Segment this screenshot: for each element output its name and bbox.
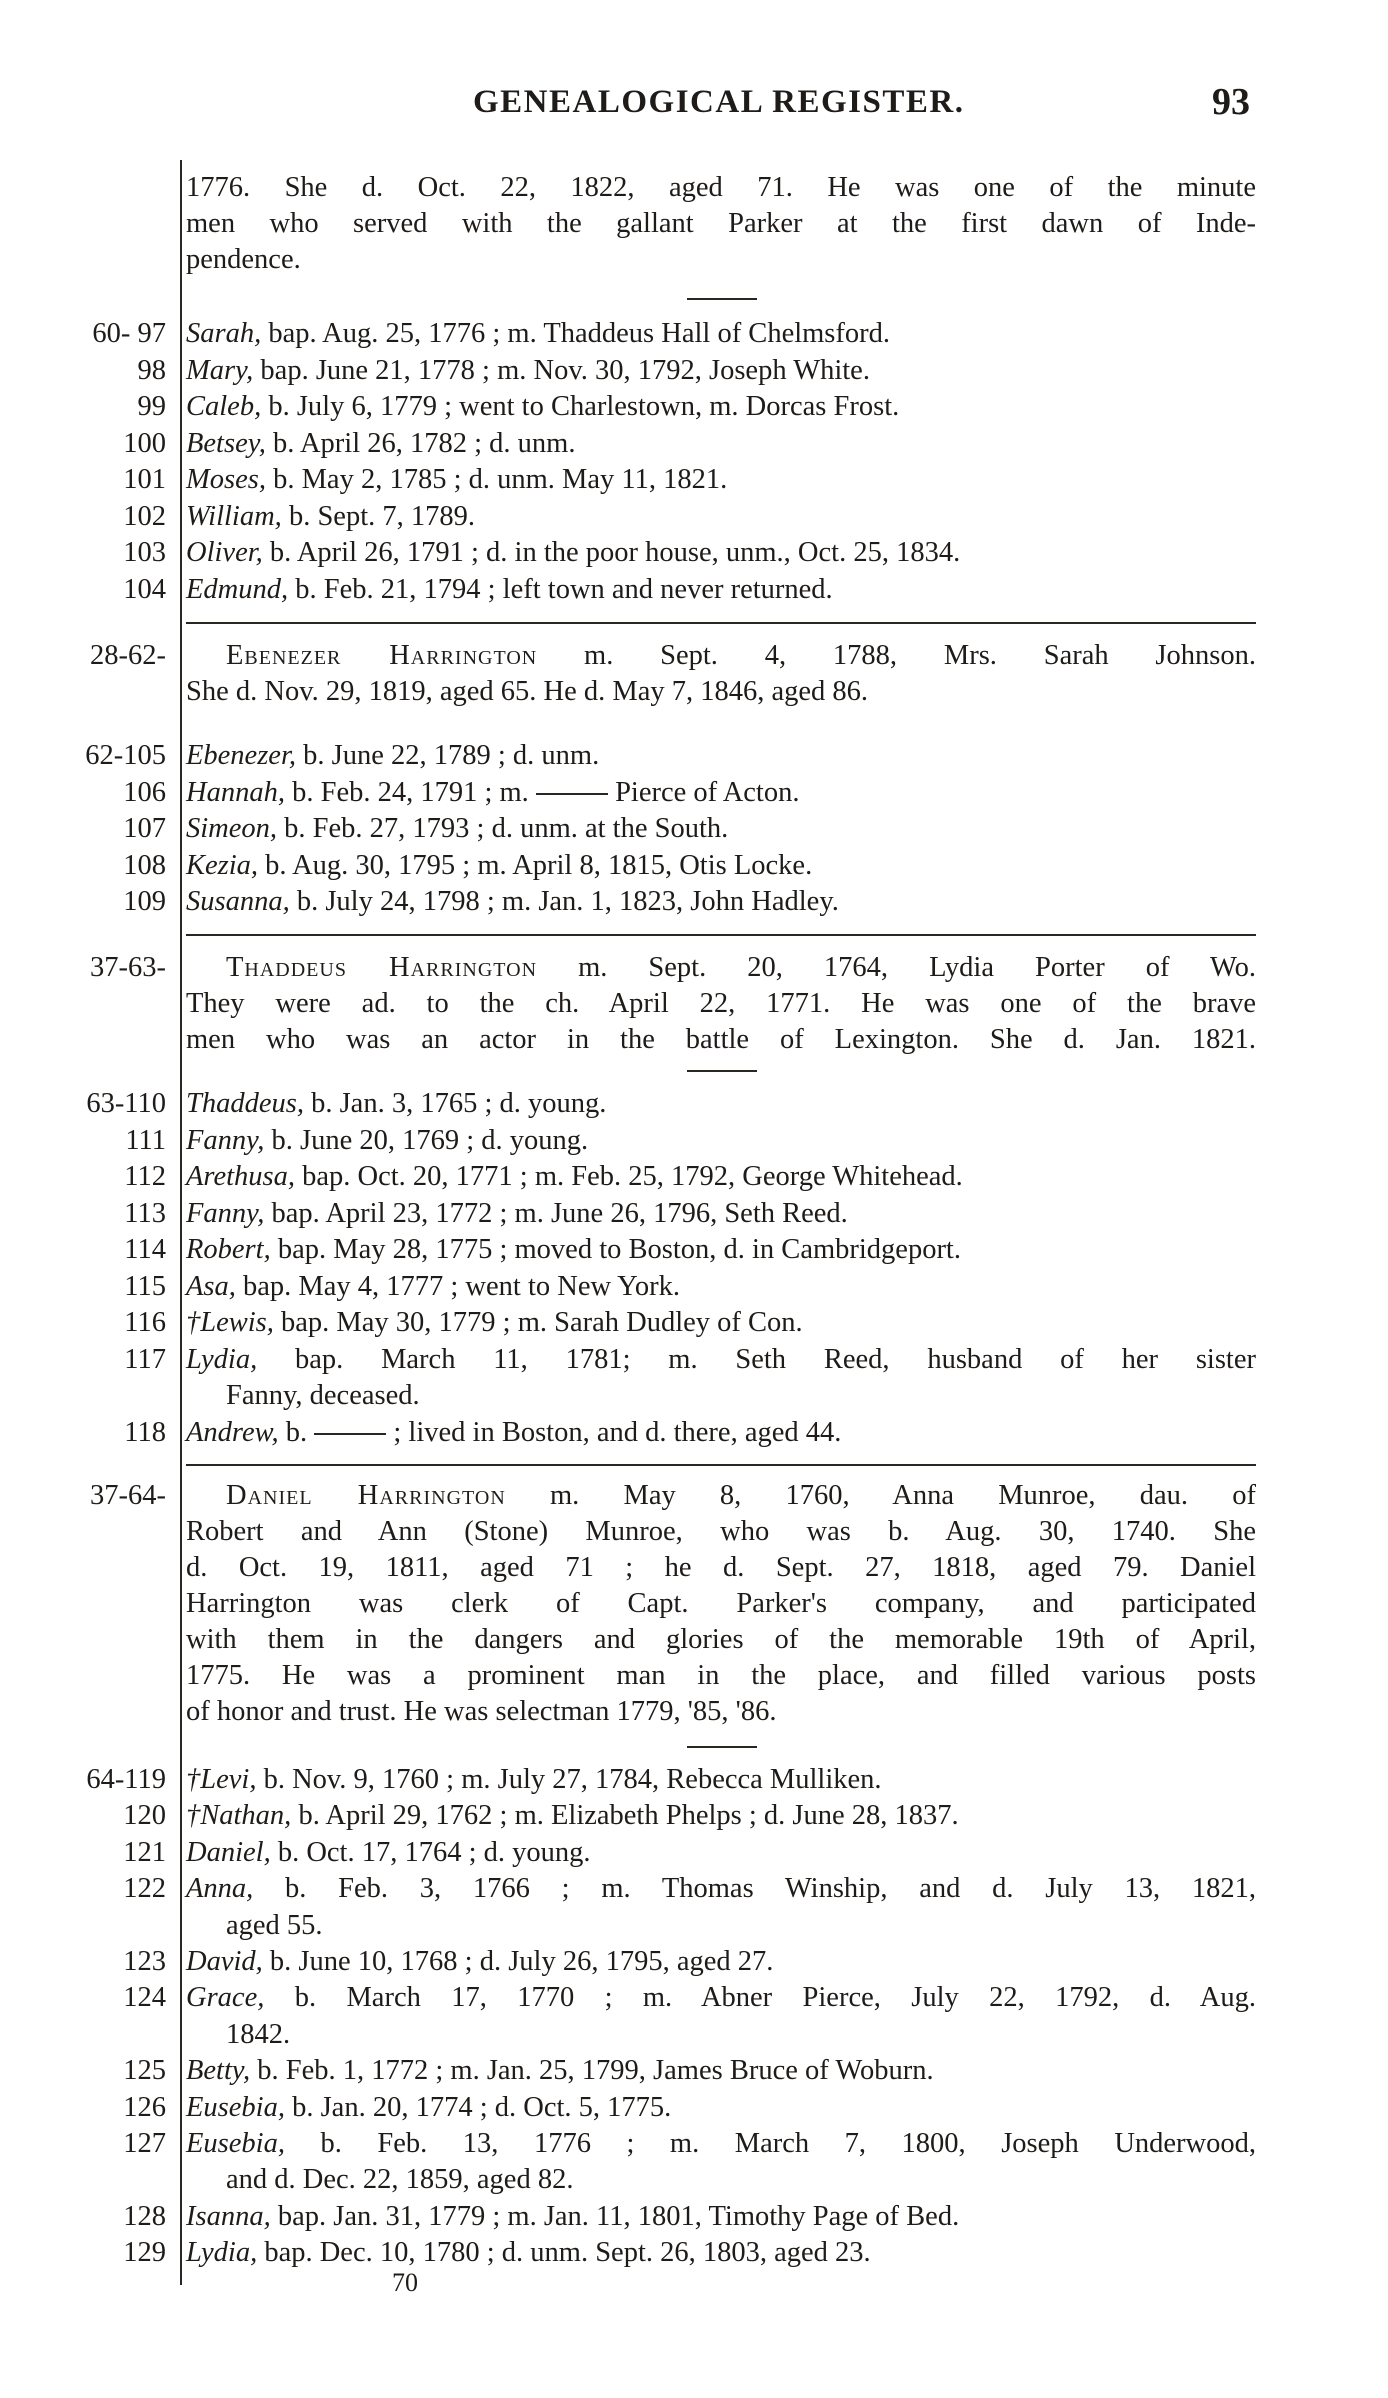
- family-line: with them in the dangers and glories of the memorable 19th of April,: [186, 1624, 1256, 1655]
- entry-line: Lydia, bap. Dec. 10, 1780 ; d. unm. Sept. 26, 1803, aged 23.: [186, 2237, 871, 2269]
- child-name: Daniel,: [186, 1836, 271, 1868]
- child-name: Sarah,: [186, 318, 262, 349]
- child-name: William,: [186, 500, 282, 532]
- short-divider: [687, 1070, 757, 1072]
- entry-line: Moses, b. May 2, 1785 ; d. unm. May 11, 1821.: [186, 464, 728, 495]
- child-name: †Levi,: [186, 1764, 257, 1795]
- entry-number: 109: [123, 886, 166, 917]
- entry-line: Edmund, b. Feb. 21, 1794 ; left town and never returned.: [186, 573, 833, 605]
- entry-number: 123: [123, 1946, 166, 1977]
- entry-number: 126: [123, 2091, 166, 2123]
- child-name: †Nathan,: [186, 1800, 292, 1832]
- entry-number: 101: [123, 464, 166, 495]
- entry-number: 115: [124, 1270, 166, 1302]
- entry-number: 62-105: [85, 740, 166, 771]
- intro-line: pendence.: [186, 244, 301, 275]
- entry-number: 127: [123, 2128, 166, 2159]
- entry-number: 121: [123, 1836, 166, 1868]
- entry-number: 102: [123, 500, 166, 532]
- entry-line: Eusebia, b. Feb. 13, 1776 ; m. March 7, 1800, Joseph Underwood,: [186, 2128, 1256, 2159]
- child-name: Simeon,: [186, 813, 278, 844]
- entry-number: 99: [137, 391, 166, 422]
- entry-line: †Lewis, bap. May 30, 1779 ; m. Sarah Dudley of Con.: [186, 1307, 803, 1338]
- entry-number: 114: [124, 1234, 166, 1265]
- entry-line: Hannah, b. Feb. 24, 1791 ; m. Pierce of Acton.: [186, 776, 800, 808]
- entry-number: 129: [123, 2237, 166, 2269]
- entry-number: 122: [123, 1873, 166, 1905]
- child-name: Thaddeus,: [186, 1088, 304, 1119]
- family-line: 1775. He was a prominent man in the place, and filled various posts: [186, 1660, 1256, 1691]
- family-head-line: Ebenezer Harrington m. Sept. 4, 1788, Mrs. Sarah Johnson.: [226, 640, 1256, 671]
- child-name: Grace,: [186, 1982, 265, 2014]
- section-divider: [186, 934, 1256, 936]
- entry-number: 128: [123, 2200, 166, 2232]
- entry-line: Eusebia, b. Jan. 20, 1774 ; d. Oct. 5, 1775.: [186, 2091, 672, 2123]
- child-name: Lydia,: [186, 2237, 258, 2269]
- signature-mark: 70: [392, 2268, 418, 2297]
- section-divider: [186, 622, 1256, 624]
- child-name: Isanna,: [186, 2200, 271, 2232]
- entry-number: 118: [124, 1416, 166, 1448]
- page-header: [0, 80, 1388, 130]
- entry-line: Daniel, b. Oct. 17, 1764 ; d. young.: [186, 1836, 591, 1868]
- column-rule: [180, 160, 182, 2285]
- intro-line: men who served with the gallant Parker at the first dawn of Inde-: [186, 208, 1256, 239]
- family-number: 37-63-: [90, 952, 166, 983]
- entry-number: 60- 97: [92, 318, 166, 349]
- child-name: Caleb,: [186, 391, 262, 422]
- child-name: Edmund,: [186, 573, 289, 605]
- child-name: Moses,: [186, 464, 266, 495]
- entry-line: Oliver, b. April 26, 1791 ; d. in the poor house, unm., Oct. 25, 1834.: [186, 537, 961, 568]
- entry-number: 107: [123, 813, 166, 844]
- entry-continuation: aged 55.: [226, 1909, 323, 1941]
- entry-line: Fanny, b. June 20, 1769 ; d. young.: [186, 1124, 589, 1156]
- child-name: Andrew,: [186, 1416, 279, 1448]
- child-name: Oliver,: [186, 537, 263, 568]
- entry-line: Fanny, bap. April 23, 1772 ; m. June 26, 1796, Seth Reed.: [186, 1197, 848, 1229]
- family-number: 28-62-: [90, 640, 166, 671]
- entry-line: Grace, b. March 17, 1770 ; m. Abner Pierce, July 22, 1792, d. Aug.: [186, 1982, 1256, 2014]
- entry-number: 120: [123, 1800, 166, 1832]
- family-head-name: Ebenezer Harrington: [226, 640, 538, 671]
- entry-line: Anna, b. Feb. 3, 1766 ; m. Thomas Winship, and d. July 13, 1821,: [186, 1873, 1256, 1905]
- entry-line: William, b. Sept. 7, 1789.: [186, 500, 475, 532]
- child-name: Susanna,: [186, 886, 290, 917]
- entry-number: 112: [124, 1161, 166, 1192]
- entry-line: †Nathan, b. April 29, 1762 ; m. Elizabeth Phelps ; d. June 28, 1837.: [186, 1800, 959, 1832]
- entry-line: Ebenezer, b. June 22, 1789 ; d. unm.: [186, 740, 600, 771]
- entry-number: 117: [124, 1343, 166, 1375]
- family-head-name: Daniel Harrington: [226, 1480, 506, 1511]
- entry-line: Isanna, bap. Jan. 31, 1779 ; m. Jan. 11, 1801, Timothy Page of Bed.: [186, 2200, 960, 2232]
- family-head-line: Thaddeus Harrington m. Sept. 20, 1764, Lydia Porter of Wo.: [226, 952, 1256, 983]
- entry-number: 113: [124, 1197, 166, 1229]
- family-head-line: Daniel Harrington m. May 8, 1760, Anna Munroe, dau. of: [226, 1480, 1256, 1511]
- entry-line: †Levi, b. Nov. 9, 1760 ; m. July 27, 1784, Rebecca Mulliken.: [186, 1764, 882, 1795]
- child-name: Betty,: [186, 2055, 251, 2087]
- entry-number: 64-119: [86, 1764, 166, 1795]
- entry-line: Sarah, bap. Aug. 25, 1776 ; m. Thaddeus Hall of Chelmsford.: [186, 318, 890, 349]
- entry-number: 108: [123, 849, 166, 881]
- child-name: Asa,: [186, 1270, 236, 1302]
- family-line: Robert and Ann (Stone) Munroe, who was b. Aug. 30, 1740. She: [186, 1516, 1256, 1547]
- family-line: They were ad. to the ch. April 22, 1771. He was one of the brave: [186, 988, 1256, 1019]
- short-divider: [687, 1746, 757, 1748]
- child-name: Robert,: [186, 1234, 271, 1265]
- section-divider: [186, 1464, 1256, 1466]
- family-number: 37-64-: [90, 1480, 166, 1511]
- entry-continuation: and d. Dec. 22, 1859, aged 82.: [226, 2164, 574, 2196]
- child-name: Eusebia,: [186, 2128, 285, 2159]
- child-name: Lydia,: [186, 1343, 258, 1375]
- family-line: of honor and trust. He was selectman 1779, '85, '86.: [186, 1696, 777, 1727]
- entry-line: Betty, b. Feb. 1, 1772 ; m. Jan. 25, 1799, James Bruce of Woburn.: [186, 2055, 934, 2087]
- blank-dash: [314, 1433, 386, 1435]
- family-line: d. Oct. 19, 1811, aged 71 ; he d. Sept. 27, 1818, aged 79. Daniel: [186, 1552, 1256, 1583]
- entry-line: Robert, bap. May 28, 1775 ; moved to Boston, d. in Cambridgeport.: [186, 1234, 961, 1265]
- entry-line: Andrew, b. ; lived in Boston, and d. there, aged 44.: [186, 1416, 842, 1448]
- entry-line: Mary, bap. June 21, 1778 ; m. Nov. 30, 1792, Joseph White.: [186, 354, 870, 386]
- entry-number: 111: [125, 1124, 166, 1156]
- entry-line: Caleb, b. July 6, 1779 ; went to Charlestown, m. Dorcas Frost.: [186, 391, 900, 422]
- entry-line: Asa, bap. May 4, 1777 ; went to New York.: [186, 1270, 680, 1302]
- child-name: Fanny,: [186, 1124, 265, 1156]
- child-name: Kezia,: [186, 849, 259, 881]
- entry-number: 103: [123, 537, 166, 568]
- entry-number: 104: [123, 573, 166, 605]
- child-name: †Lewis,: [186, 1307, 274, 1338]
- family-line: She d. Nov. 29, 1819, aged 65. He d. May 7, 1846, aged 86.: [186, 676, 869, 707]
- entry-number: 124: [123, 1982, 166, 2014]
- entry-line: Thaddeus, b. Jan. 3, 1765 ; d. young.: [186, 1088, 607, 1119]
- child-name: Eusebia,: [186, 2091, 285, 2123]
- entry-continuation: 1842.: [226, 2018, 291, 2050]
- entry-number: 63-110: [86, 1088, 166, 1119]
- family-line: Harrington was clerk of Capt. Parker's company, and participated: [186, 1588, 1256, 1619]
- child-name: David,: [186, 1946, 263, 1977]
- entry-number: 125: [123, 2055, 166, 2087]
- family-line: men who was an actor in the battle of Lexington. She d. Jan. 1821.: [186, 1024, 1256, 1055]
- child-name: Betsey,: [186, 427, 266, 459]
- blank-dash: [536, 793, 608, 795]
- entry-line: Simeon, b. Feb. 27, 1793 ; d. unm. at the South.: [186, 813, 729, 844]
- child-name: Mary,: [186, 354, 254, 386]
- child-name: Ebenezer,: [186, 740, 297, 771]
- child-name: Fanny,: [186, 1197, 265, 1229]
- entry-line: Arethusa, bap. Oct. 20, 1771 ; m. Feb. 25, 1792, George Whitehead.: [186, 1161, 963, 1192]
- entry-continuation: Fanny, deceased.: [226, 1380, 420, 1411]
- entry-line: David, b. June 10, 1768 ; d. July 26, 1795, aged 27.: [186, 1946, 774, 1977]
- entry-line: Kezia, b. Aug. 30, 1795 ; m. April 8, 1815, Otis Locke.: [186, 849, 813, 881]
- entry-number: 98: [137, 354, 166, 386]
- entry-number: 106: [123, 776, 166, 808]
- child-name: Hannah,: [186, 776, 285, 808]
- entry-line: Betsey, b. April 26, 1782 ; d. unm.: [186, 427, 576, 459]
- entry-number: 116: [124, 1307, 166, 1338]
- intro-line: 1776. She d. Oct. 22, 1822, aged 71. He was one of the minute: [186, 172, 1256, 203]
- page-number: 93: [1212, 81, 1250, 123]
- entry-number: 100: [123, 427, 166, 459]
- running-title: GENEALOGICAL REGISTER.: [473, 84, 965, 120]
- entry-line: Lydia, bap. March 11, 1781; m. Seth Reed, husband of her sister: [186, 1343, 1256, 1375]
- child-name: Arethusa,: [186, 1161, 295, 1192]
- family-head-name: Thaddeus Harrington: [226, 952, 538, 983]
- child-name: Anna,: [186, 1873, 254, 1905]
- entry-line: Susanna, b. July 24, 1798 ; m. Jan. 1, 1823, John Hadley.: [186, 886, 839, 917]
- short-divider: [687, 298, 757, 300]
